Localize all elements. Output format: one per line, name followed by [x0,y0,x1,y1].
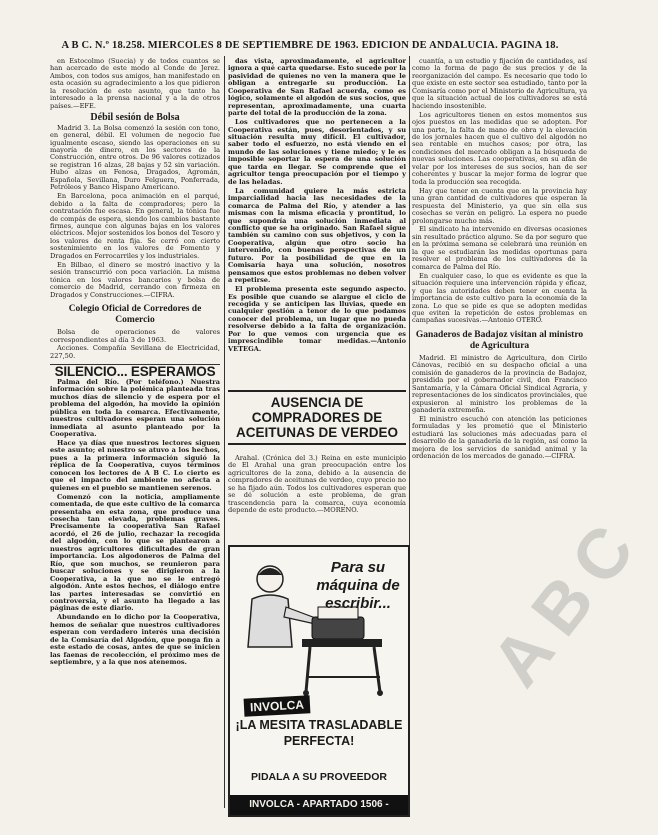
bolsa-heading: Débil sesión de Bolsa [90,112,180,124]
algodon-paragraph: das vista, aproximadamente, el agricultor ignora a qué carta quedarse. Esto sucede por la pasividad de quienes no ven la manera que le obligan a entregarle su producción. La Cooperativa de San Rafael acuerda, como es lógico, solamente el algodón de sus socios, que representan, aproximadamente, una cuarta parte del total de la producción de la zona. [228,57,406,118]
silencio-paragraph: Hace ya días que nuestros lectores siguen este asunto; el nuestro se atuvo a los hechos, pues a la primera información siguió la réplica de la Cooperativa, cuyos términos conocen los lectores de A B C. Lo cierto es que el impacto del ambiente no afecta a quienes en el pueblo se mantienen serenos. [50,438,220,492]
involca-advertisement [228,545,410,830]
table-top [302,639,382,647]
ganaderos-paragraph: Madrid. El ministro de Agricultura, don Cirilo Cánovas, recibió en su despacho oficial a una comisión de ganaderos de la provincia de Badajoz, presidida por el gobernador civil, don Francisco Santamaría, y la Cámara Oficial Sindical Agraria, y representaciones de los sindicatos provinciales, que expusieron al ministro los problemas de la ganadería extremeña. [412,353,587,415]
silencio-paragraph: Comenzó con la noticia, ampliamente comentada, de que este cultivo de la comarca presentaba en esta zona, que produce una cosecha tan elevada, problemas graves. Precisamente la cooperativa San Rafael acordó, el 26 de julio, rechazar la recogida del algodón, con lo que se plantearon a nuestros agricultores dificultades de gran importancia. Los algodoneros de Palma del Río, que son muchos, se reunieron para buscar soluciones y se dirigieron a la Cooperativa, a la que no se le entregó algodón. Ante estos hechos, el diálogo entre las partes interesadas se convirtió en controversia, y el asunto ha llegado a las páginas de este diario. [50,492,220,613]
column-rule-left [224,56,225,808]
aceitunas-paragraph [228,455,406,516]
algodon-paragraph: Los cultivadores que no pertenecen a la Cooperativa están, pues, desorientados, y su situación resulta muy difícil. El cultivador, saber todo el esfuerzo, no está viendo en el mundo de las soluciones y tiene miedo; y le es imposible soportar la espera de una solución que tarda en llegar. Se comprende que el agricultor tenga preocupación por el tiempo y de las heladas. [228,118,406,186]
colegio-paragraph: Bolsa de operaciones de valores correspondientes al día 3 de 1963. [50,328,220,344]
column-middle [228,58,406,383]
colegio-heading: Colegio Oficial de Corredores de Comercio [68,304,202,326]
right-paragraph: Hay que tener en cuenta que en la provincia hay una gran cantidad de cultivadores que esperan la respuesta del Ministerio, ya que sin ella sus cosechas se verán en peligro. La espera no puede prolongarse mucho más. [412,186,587,225]
ganaderos-heading: Ganaderos de Badajoz visitan al ministro de Agricultura [415,329,584,351]
bolsa-paragraph: En Barcelona, poca animación en el parqué, debido a la falta de compradores; pero la contratación fue escasa. En general, la tónica fue de compás de espera, siendo los cambios bastante firmes, aunque con algunas bajas en los valores eléctricos. Mejor sostenidos los bonos del Tesoro y los valores de renta fija. Se cerró con cierto sostenimiento en los valores de Fomento y Dragados en Ferrocarriles y los industriales. [50,192,220,260]
typewriter [312,617,364,639]
right-paragraph: Los agricultores tienen en estos momentos sus ojos puestos en las medidas que se adopten. Por una parte, la falta de mano de obra y la elevación de los jornales hacen que el cultivo del algodón no sea rentable en muchos casos; por otra, las condiciones del mercado obligan a la búsqueda de nuevas soluciones. Las cooperativas, en su afán de velar por los intereses de sus socios, han de ser coherentes y buscar la mejor forma de lograr que toda la producción sea recogida. [412,110,587,186]
intro-paragraph: en Estocolmo (Suecia) y de todos cuantos se han acercado de este modo al Conde de Jerez. Ambos, con todos sus amigos, han manifestado en esta ocasión su agradecimiento a los que pidieron la resolución de este asunto, que tanto ha interesado a la prensa nacional y a la de otros países.—EFE. [50,57,220,110]
column-left [50,58,220,810]
bolsa-paragraph: En Bilbao, el dinero se mostró inactivo y la sesión transcurrió con poca variación. La misma tónica en los valores bancarios y bolsa de comercio de Madrid, cerrando con firmeza en Dragados y Construcciones.—CIFRA. [50,260,220,299]
silencio-paragraph: Palma del Río. (Por teléfono.) Nuestra información sobre la polémica planteada tras muchos días de silencio y de espera por el problema del algodón, ha movido la opinión pública en toda la comarca. Efectivamente, nuestros cultivadores esperan una solución inmediata al asunto planteado por la Cooperativa. [50,377,220,438]
page-header: A B C. N.º 18.258. MIERCOLES 8 DE SEPTIEMBRE DE 1963. EDICION DE ANDALUCIA. PAGINA 18. [61,40,559,51]
advert-mesita: ¡LA MESITA TRASLADABLE PERFECTA! [235,718,403,748]
advert-brand: INVOLCA [244,695,311,716]
algodon-paragraph: El problema presenta este segundo aspecto. Es posible que cuando se alargue el ciclo de recogida y se anticipen las lluvias, quede en cualquier gestión a tenor de lo que podamos conocer del problema, un lugar que no pueda resolverse debido a la falta de organización. Por lo que vemos con urgencia que es imprescindible tomar medidas.—Antonio VETEGA. [228,285,406,353]
silencio-headline: SILENCIO... ESPERAMOS [50,364,220,375]
algodon-paragraph: La comunidad quiere la más estricta imparcialidad hacia las necesidades de la comarca de Palma del Río, y atender a las mismas con la misma eficacia y prontitud, lo que supondría una solución inmediata al conflicto que se ha originado. San Rafael sigue también su camino con sus objetivos, y con la Cooperativa, algún que otro socio ha intervenido, con buenas perspectivas de un futuro. Por la posibilidad de que en la Comisaría haya una solución, nosotros pensamos que estos problemas no deben volver a repetirse. [228,186,406,285]
bolsa-paragraph: Madrid 3. La Bolsa comenzó la sesión con tono, en general, débil. El volumen de negocio fue igualmente escaso, siendo las operaciones en su mayoría de dinero, en los sectores de la Construcción, entre otros. De 96 valores cotizados se registran 16 alzas, 28 bajas y 52 sin variación. Hubo alzas en Fenosa, Dragados, Agromán, Española, Sevillana, Duro Felguera, Ponferrada, Petróleos y Banco Hispano Americano. [50,123,220,192]
abc-watermark: ABC [476,499,658,701]
advert-footer: INVOLCA - APARTADO 1506 - BARCELONA [230,795,408,815]
table-wheel [377,690,383,696]
column-right [412,58,587,810]
colegio-paragraph: Acciones. Compañía Sevillana de Electricidad, 227,50. [50,344,220,360]
aceitunas-headline: AUSENCIA DE COMPRADORES DE ACEITUNAS DE VERDEO [228,390,406,445]
table-leg [306,647,310,692]
advert-pidala: PIDALA A SU PROVEEDOR [251,771,387,783]
right-paragraph: cuantía, a un estudio y fijación de cantidades, así como la forma de pago de sus precios y de la reorganización del campo. Es necesario que todo lo que existe en este sector sea estudiado, tanto por la Comisaría como por el Ministerio de Agricultura, ya que la situación actual de los cultivadores se está haciendo insostenible. [412,57,587,110]
advert-slogan: Para su máquina de escribir... [316,559,400,612]
ganaderos-paragraph: El ministro escuchó con atención las peticiones formuladas y les prometió que el Ministerio estudiará las soluciones más adecuadas para el desarrollo de la ganadería de la región, así como la mejora de los servicios de sanidad animal y la ordenación de los mercados de ganado.—CIFRA. [412,414,587,461]
right-paragraph: El sindicato ha intervenido en diversas ocasiones sin resultado práctico alguno. Se da por seguro que en la próxima semana se celebrará una reunión en la que se estudiarán las medidas oportunas para resolver el problema de los cultivadores de la comarca de Palma del Río. [412,225,587,271]
typist-body [248,595,292,647]
aceitunas-body: Arahal. (Crónica del 3.) Reina en este municipio de El Arahal una gran preocupación entre los agricultores de la zona, debido a la ausencia de compradores de aceitunas de verdeo, cuyo precio no se ha fijado aún. Todos los cultivadores esperan que se dé solución a este problema, de gran trascendencia para la comarca, cuya economía depende de este producto.—MORENO. [228,454,406,515]
silencio-paragraph: Abundando en lo dicho por la Cooperativa, hemos de señalar que nuestros cultivadores esperan con verdadero interés una decisión de la Comisaría del Algodón, que ponga fin a este estado de cosas, antes de que se inicien las faenas de recolección, el próximo mes de septiembre, y a la que nos atenemos. [50,613,220,667]
right-paragraph: En cualquier caso, lo que es evidente es que la situación requiere una intervención rápida y eficaz, y que las autoridades deben tener en cuenta la importancia de este cultivo para la economía de la zona. Lo que se pide es que se adopten medidas que eviten la repetición de estos problemas en campañas sucesivas.—Antonio OTERO. [412,271,587,325]
table-leg [374,647,380,692]
